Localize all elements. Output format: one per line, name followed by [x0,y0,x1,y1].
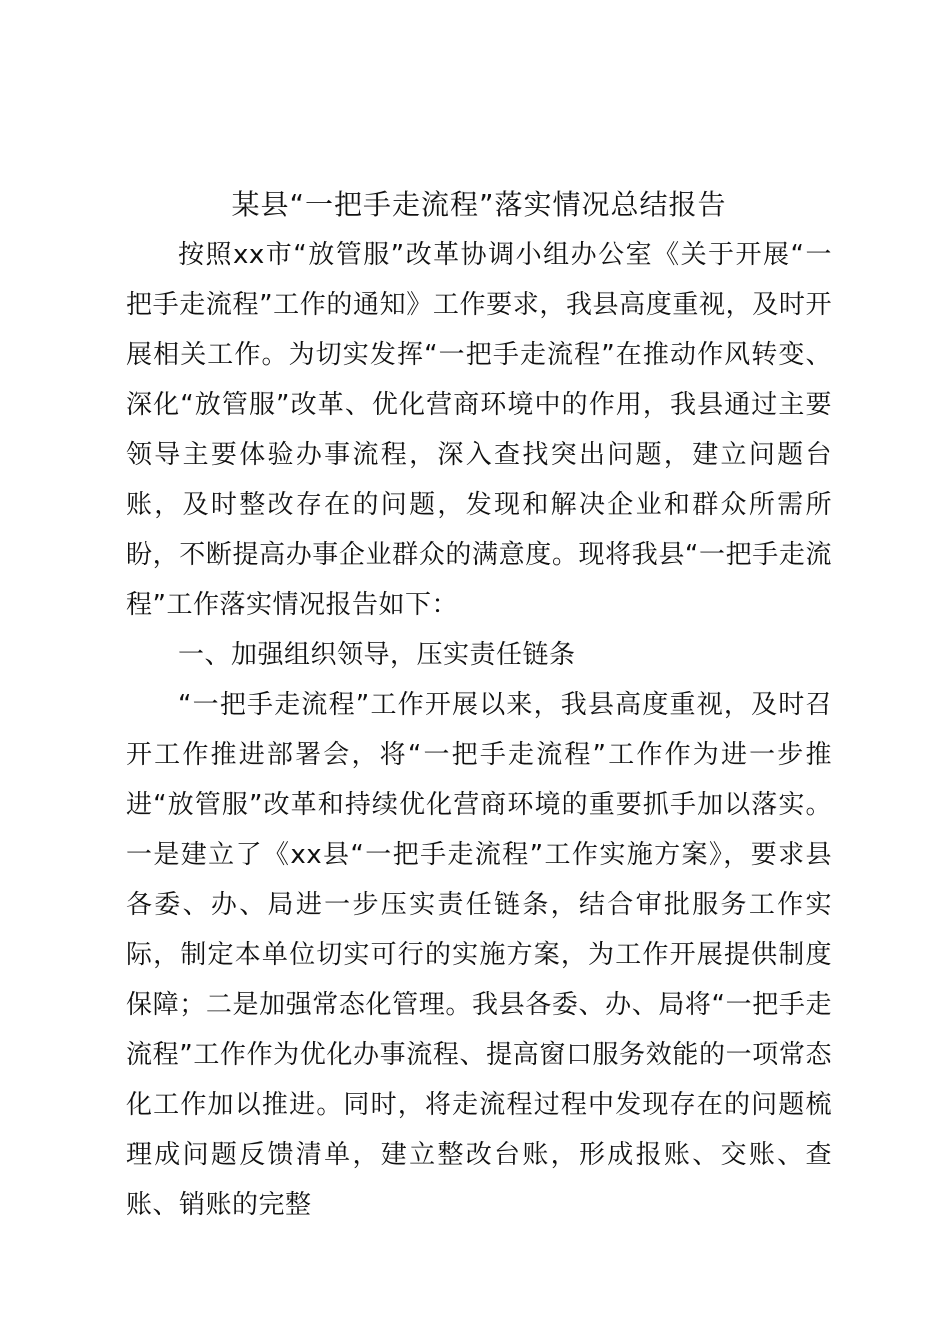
document-body [126,180,832,1230]
intro-paragraph: 按照xx市“放管服”改革协调小组办公室《关于开展“一把手走流程”工作的通知》工作要求，我县高度重视，及时开展相关工作。为切实发挥“一把手走流程”在推动作风转变、深化“放管服”改革、优化营商环境中的作用，我县通过主要领导主要体验办事流程，深入查找突出问题，建立问题台账，及时整改存在的问题，发现和解决企业和群众所需所盼，不断提高办事企业群众的满意度。现将我县“一把手走流程”工作落实情况报告如下： [126,240,832,620]
section-paragraph: “一把手走流程”工作开展以来，我县高度重视，及时召开工作推进部署会，将“一把手走流程”工作作为进一步推进“放管服”改革和持续优化营商环境的重要抓手加以落实。一是建立了《xx县“一把手走流程”工作实施方案》，要求县各委、办、局进一步压实责任链条，结合审批服务工作实际，制定本单位切实可行的实施方案，为工作开展提供制度保障；二是加强常态化管理。我县各委、办、局将“一把手走流程”工作作为优化办事流程、提高窗口服务效能的一项常态化工作加以推进。同时，将走流程过程中发现存在的问题梳理成问题反馈清单，建立整改台账，形成报账、交账、查账、销账的完整 [126,690,832,1220]
section-heading: 一、加强组织领导，压实责任链条 [178,640,576,670]
document-title: 某县“一把手走流程”落实情况总结报告 [231,188,727,221]
